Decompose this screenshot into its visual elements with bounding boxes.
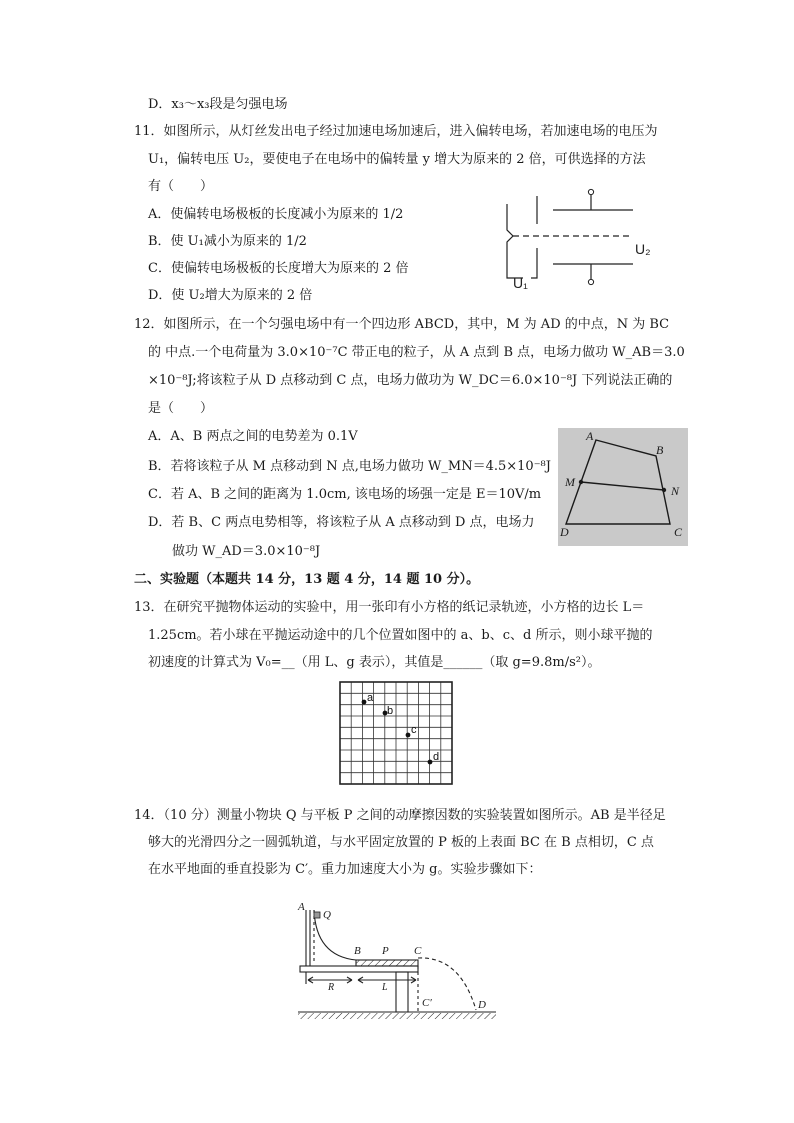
q13-figure bbox=[338, 680, 456, 786]
q12-stem-line3: ×10⁻⁸J;将该粒子从 D 点移动到 C 点，电场力做功为 W_DC＝6.0×10⁻⁸J 下列说法正确的 bbox=[148, 373, 673, 388]
q12-label-b: B bbox=[656, 443, 664, 457]
q13-point-d bbox=[428, 760, 433, 765]
q13-label-c: c bbox=[411, 724, 417, 736]
q14-line3: 在水平地面的垂直投影为 C′。重力加速度大小为 g。实验步骤如下： bbox=[148, 862, 542, 877]
q13-point-c bbox=[406, 733, 411, 738]
q14-label-q: Q bbox=[323, 909, 331, 921]
q12-option-c: C．若 A、B 之间的距离为 1.0cm, 该电场的场强一定是 E＝10V/m bbox=[148, 487, 542, 502]
q11-stem-line2: U₁，偏转电压 U₂，要使电子在电场中的偏转量 y 增大为原来的 2 倍，可供选择的方法 bbox=[148, 152, 646, 167]
q12-label-a: A bbox=[586, 429, 594, 443]
q14-line2: 够大的光滑四分之一圆弧轨道，与水平固定放置的 P 板的上表面 BC 在 B 点相切，C 点 bbox=[148, 835, 654, 850]
q11-stem-line3: 有（ ） bbox=[148, 179, 214, 194]
q14-figure bbox=[292, 900, 502, 1024]
q11-terminal bbox=[588, 279, 593, 284]
q14-label-a: A bbox=[298, 901, 305, 913]
q11-stem-line1: 11．如图所示，从灯丝发出电子经过加速电场加速后，进入偏转电场，若加速电场的电压为 bbox=[134, 124, 658, 139]
q12-label-n: N bbox=[671, 484, 680, 498]
q12-stem-line4: 是（ ） bbox=[148, 401, 214, 416]
q14-table-top bbox=[300, 966, 418, 972]
q12-option-d-line2: 做功 W_AD＝3.0×10⁻⁸J bbox=[172, 544, 321, 559]
q11-terminal bbox=[588, 189, 593, 194]
q12-point-n bbox=[662, 488, 666, 492]
q14-label-b: B bbox=[354, 945, 361, 957]
q12-option-a: A．A、B 两点之间的电势差为 0.1V bbox=[148, 429, 358, 444]
q14-label-l: L bbox=[382, 982, 388, 993]
q13-label-b: b bbox=[387, 705, 394, 717]
q12-option-b: B．若将该粒子从 M 点移动到 N 点,电场力做功 W_MN＝4.5×10⁻⁸J bbox=[148, 459, 551, 474]
q14-board-p bbox=[356, 960, 418, 966]
q14-line1: 14．（10 分）测量小物块 Q 与平板 P 之间的动摩擦因数的实验装置如图所示。AB 是半径足 bbox=[134, 808, 666, 823]
q11-figure bbox=[495, 186, 660, 292]
q13-line1: 13．在研究平抛物体运动的实验中，用一张印有小方格的纸记录轨迹，小方格的边长 L＝ bbox=[134, 600, 645, 615]
q11-option-b: B．使 U₁减小为原来的 1/2 bbox=[148, 234, 307, 249]
q12-point-m bbox=[579, 480, 583, 484]
q14-label-c: C bbox=[414, 945, 422, 957]
q11-label-u2: U₂ bbox=[635, 241, 651, 257]
q14-label-r: R bbox=[328, 982, 335, 993]
q12-label-m: M bbox=[565, 475, 575, 489]
q11-option-d: D．使 U₂增大为原来的 2 倍 bbox=[148, 288, 313, 303]
q12-stem-line2: 的 中点.一个电荷量为 3.0×10⁻⁷C 带正电的粒子，从 A 点到 B 点，电场力做功 W_AB＝3.0 bbox=[148, 345, 685, 360]
q13-line2: 1.25cm。若小球在平抛运动途中的几个位置如图中的 a、b、c、d 所示，则小球平抛的 bbox=[148, 628, 653, 643]
q14-label-p: P bbox=[382, 945, 389, 957]
q11-filament bbox=[507, 204, 523, 278]
q12-figure bbox=[558, 428, 688, 546]
q14-table-leg bbox=[396, 972, 408, 1012]
q14-block-q bbox=[314, 912, 320, 918]
section2-heading: 二、实验题（本题共 14 分，13 题 4 分，14 题 10 分）。 bbox=[134, 572, 480, 587]
q10-option-d: D．x₃～x₃段是匀强电场 bbox=[148, 97, 288, 112]
q12-label-c: C bbox=[674, 525, 683, 539]
q12-stem-line1: 12．如图所示，在一个匀强电场中有一个四边形 ABCD，其中，M 为 AD 的中点，N 为 BC bbox=[134, 317, 670, 332]
q13-label-a: a bbox=[367, 692, 374, 704]
q11-label-u1: U₁ bbox=[513, 275, 528, 291]
q12-option-d-line1: D．若 B、C 两点电势相等，将该粒子从 A 点移动到 D 点，电场力 bbox=[148, 515, 535, 530]
q13-line3: 初速度的计算式为 V₀=__（用 L、g 表示），其值是______（取 g=9.8m/s²）。 bbox=[148, 655, 601, 670]
q11-option-a: A．使偏转电场极板的长度减小为原来的 1/2 bbox=[148, 207, 404, 222]
q13-point-a bbox=[362, 700, 367, 705]
q11-option-c: C．使偏转电场极板的长度增大为原来的 2 倍 bbox=[148, 261, 409, 276]
q14-label-c-proj: C′ bbox=[422, 997, 432, 1009]
q13-label-d: d bbox=[433, 751, 440, 763]
q12-label-d: D bbox=[560, 525, 569, 539]
q14-label-d: D bbox=[478, 999, 486, 1011]
